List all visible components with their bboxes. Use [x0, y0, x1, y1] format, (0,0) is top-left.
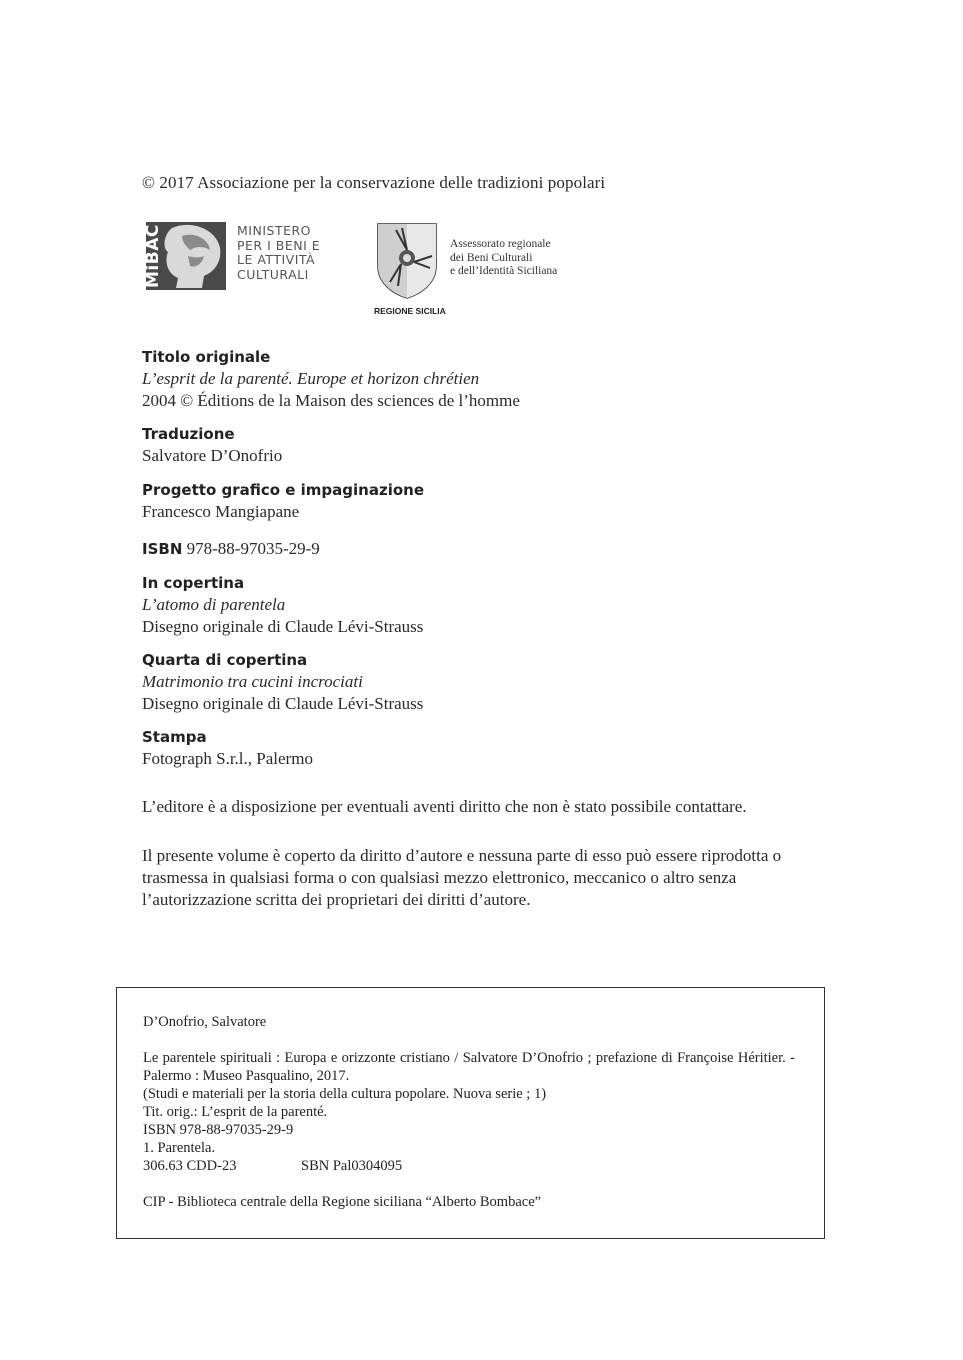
credit-stampa: Stampa Fotograph S.r.l., Palermo	[142, 728, 313, 768]
regione-sicilia-caption: REGIONE SICILIA	[374, 306, 446, 316]
regione-sicilia-logo	[374, 220, 604, 320]
cip-classification	[143, 1157, 795, 1175]
cip-footer: CIP - Biblioteca centrale della Regione siciliana “Alberto Bombace”	[143, 1194, 542, 1210]
notice-diritto-autore: Il presente volume è coperto da diritto d’autore e nessuna parte di esso può essere riprodotta o trasmessa in qualsiasi forma o con qualsiasi mezzo elettronico, meccanico o altro senza l’autorizzazione scritta dei proprietari dei diritti d’autore.	[142, 846, 782, 909]
cip-title-record: Le parentele spirituali : Europa e orizzonte cristiano / Salvatore D’Onofrio ; prefazione di Françoise Héritier. - Palermo : Museo Pasqualino, 2017.	[143, 1050, 795, 1084]
cip-series: (Studi e materiali per la storia della cultura popolare. Nuova serie ; 1)	[143, 1086, 547, 1102]
credit-isbn: ISBN 978-88-97035-29-9	[142, 539, 320, 558]
notice-editore: L’editore è a disposizione per eventuali aventi diritto che non è stato possibile contattare.	[142, 797, 747, 816]
cip-cdd: 306.63 CDD-23	[143, 1158, 237, 1174]
credit-in-copertina: In copertina L’atomo di parentela Disegno originale di Claude Lévi-Strauss	[142, 574, 424, 636]
cip-original-title: Tit. orig.: L’esprit de la parenté.	[143, 1104, 328, 1120]
credit-titolo-originale: Titolo originale L’esprit de la parenté. Europe et horizon chrétien 2004 © Éditions de la Maison des sciences de l’homme	[142, 348, 520, 410]
mibac-logo	[142, 222, 332, 292]
cip-sbn: SBN Pal0304095	[301, 1158, 403, 1174]
cip-subject: 1. Parentela.	[143, 1140, 216, 1156]
cip-author: D’Onofrio, Salvatore	[143, 1014, 267, 1030]
trinacria-shield-icon	[374, 220, 440, 300]
mibac-emblem-icon	[142, 222, 226, 292]
copyright-line: © 2017 Associazione per la conservazione delle tradizioni popolari	[142, 173, 606, 192]
cip-record	[143, 1013, 795, 1211]
credit-traduzione: Traduzione Salvatore D’Onofrio	[142, 425, 283, 465]
credit-quarta-di-copertina: Quarta di copertina Matrimonio tra cucini incrociati Disegno originale di Claude Lévi-Strauss	[142, 651, 424, 713]
mibac-name: MINISTERO PER I BENI E LE ATTIVITÀ CULTURALI	[237, 223, 321, 282]
credit-progetto-grafico: Progetto grafico e impaginazione Francesco Mangiapane	[142, 481, 425, 521]
cip-record-box	[116, 987, 825, 1239]
mibac-mark-text: MiBAC	[143, 224, 163, 288]
cip-isbn: ISBN 978-88-97035-29-9	[143, 1122, 294, 1138]
assessorato-text: Assessorato regionale dei Beni Culturali e dell’Identità Siciliana	[450, 238, 558, 277]
